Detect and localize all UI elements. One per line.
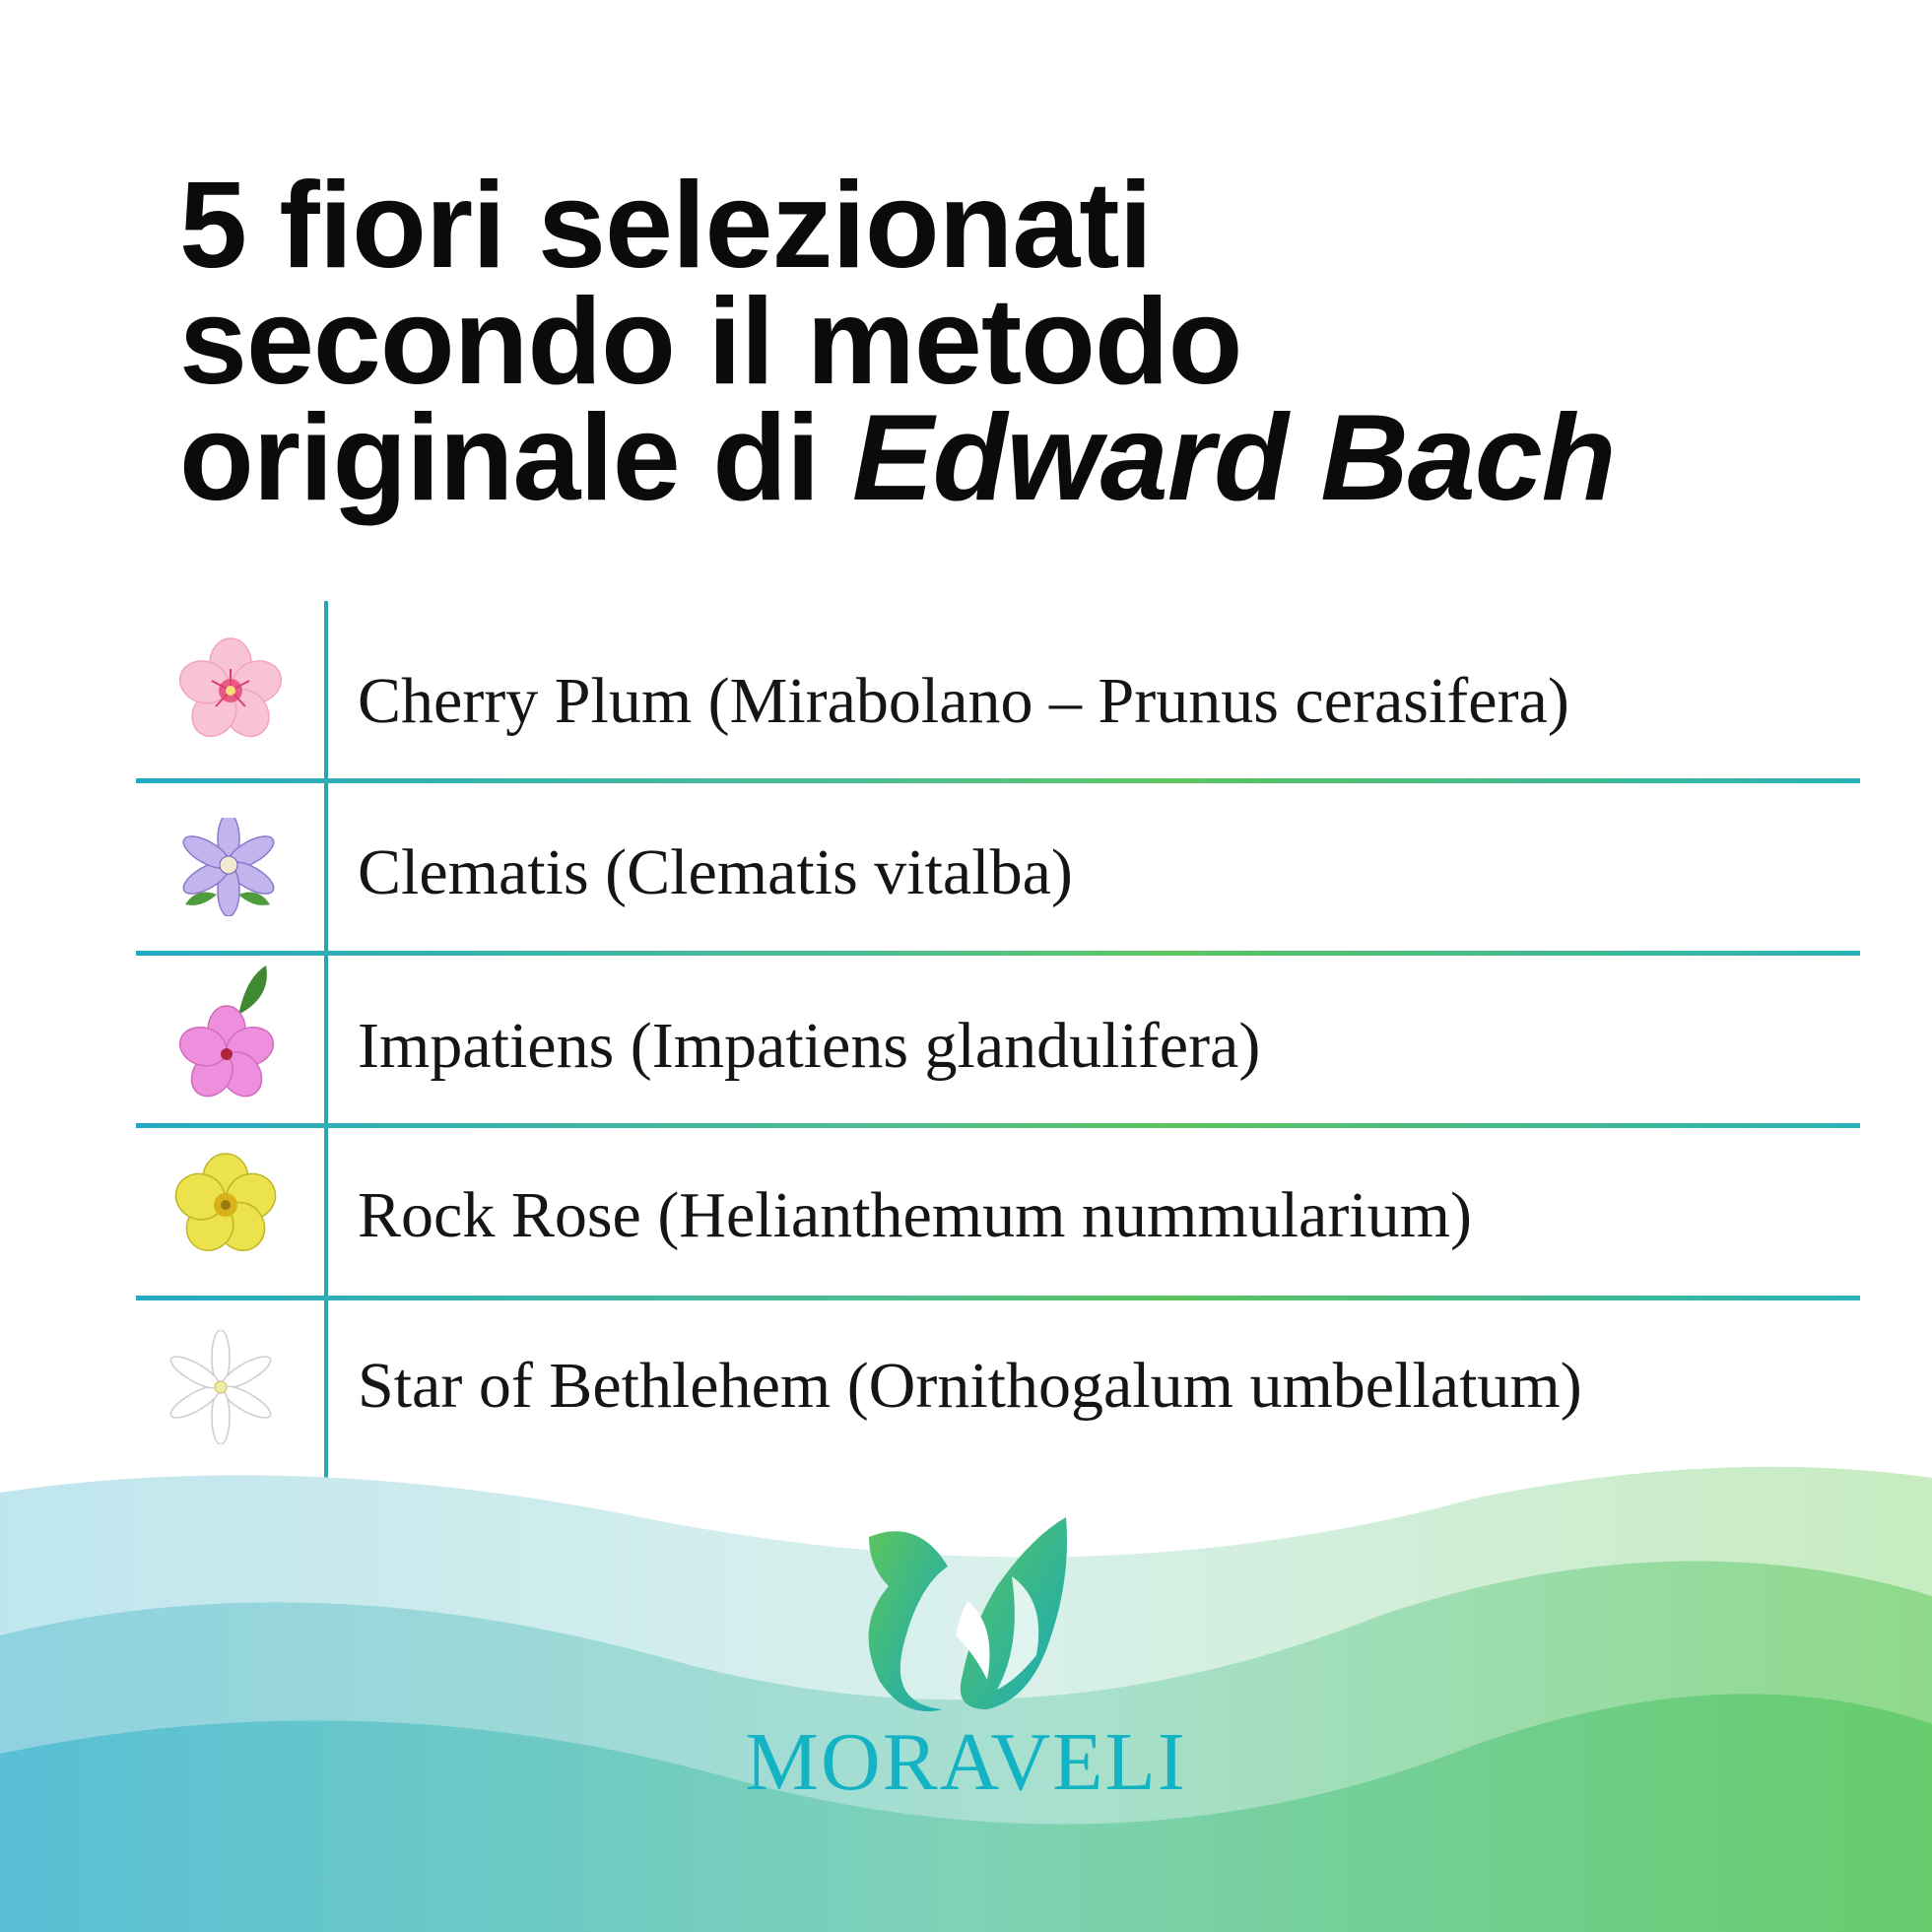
row-divider [136,778,1860,783]
list-item-label: Star of Bethlehem (Ornithogalum umbellatum) [358,1350,1582,1422]
row-divider [136,951,1860,956]
page-title [179,158,1616,526]
list-item-label: Impatiens (Impatiens glandulifera) [358,1010,1261,1082]
brand-name: MORAVELI [745,1716,1187,1808]
title-line-2: secondo il metodo [179,274,1242,410]
title-emphasis: Edward Bach [851,390,1616,526]
cherry-plum-flower-icon [175,635,286,746]
clematis-flower-icon [167,818,290,916]
row-divider [136,1296,1860,1300]
title-line-3-prefix: originale di [179,390,852,526]
rock-rose-flower-icon [171,1151,280,1259]
title-line-3 [179,390,1616,526]
star-of-bethlehem-flower-icon [164,1330,278,1444]
title-line-1: 5 fiori selezionati [179,158,1153,294]
list-item-label: Rock Rose (Helianthemum nummularium) [358,1179,1472,1251]
list-divider-vertical [324,601,328,1486]
moraveli-logo-icon [849,1507,1086,1724]
list-item-label: Clematis (Clematis vitalba) [358,836,1073,908]
list-item-label: Cherry Plum (Mirabolano – Prunus cerasifera) [358,665,1569,737]
row-divider [136,1123,1860,1128]
impatiens-flower-icon [177,964,286,1111]
